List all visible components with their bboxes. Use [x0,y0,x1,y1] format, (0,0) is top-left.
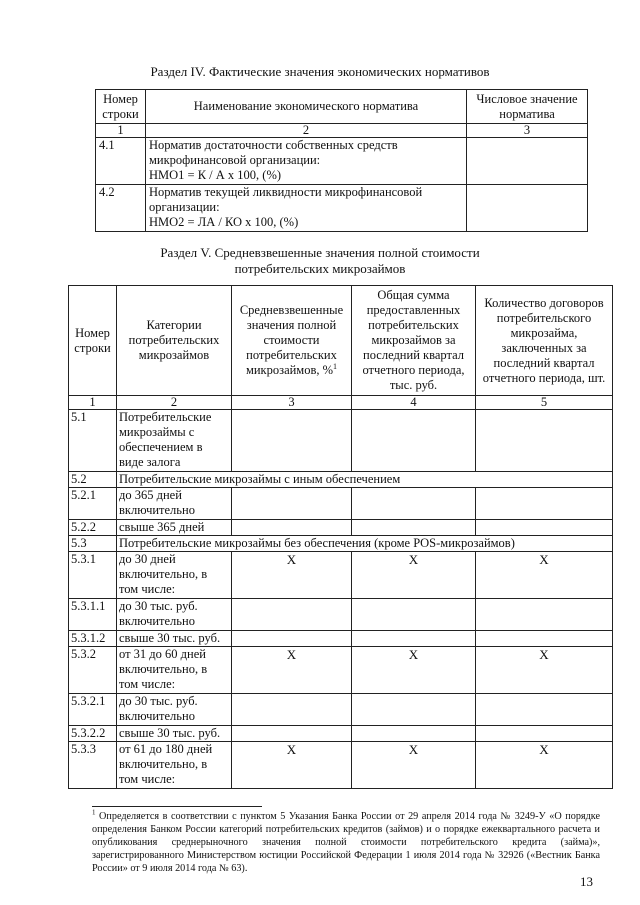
table-row [69,488,613,520]
category-label: до 30 тыс. руб. включительно [117,599,232,631]
table-row [69,410,613,472]
table-header-row [96,90,588,124]
col-number: 2 [146,124,467,138]
not-applicable-mark: X [476,647,613,694]
not-applicable-mark: X [476,552,613,599]
col-number: 2 [117,396,232,410]
table-row [69,599,613,631]
table-row [69,726,613,742]
row-number: 5.3.2 [69,647,117,694]
value-cell [352,631,476,647]
value-cell [476,599,613,631]
norm-value-cell [467,138,588,185]
value-cell [476,631,613,647]
section-5-title [0,245,640,277]
col-number: 1 [96,124,146,138]
value-cell [232,520,352,536]
footnote-separator [92,806,262,807]
not-applicable-mark: X [232,552,352,599]
group-label: Потребительские микрозаймы без обеспечения (кроме POS-микрозаймов) [117,536,613,552]
norm-name-line: микрофинансовой организации: [149,153,321,167]
value-cell [476,694,613,726]
norm-formula: НМО2 = ЛА / КО х 100, (%) [149,215,299,229]
value-cell [476,410,613,472]
table-row [69,552,613,599]
category-label: свыше 365 дней [117,520,232,536]
table-row [69,472,613,488]
col-number: 3 [232,396,352,410]
norm-name-line: Норматив достаточности собственных средств [149,138,398,152]
category-label: до 365 дней включительно [117,488,232,520]
value-cell [352,520,476,536]
norm-formula: НМО1 = К / А х 100, (%) [149,168,282,182]
value-cell [476,726,613,742]
norm-name-line: организации: [149,200,220,214]
row-number: 5.3.1 [69,552,117,599]
col-number: 3 [467,124,588,138]
row-number: 4.2 [96,185,146,232]
value-cell [352,694,476,726]
value-cell [232,694,352,726]
not-applicable-mark: X [476,742,613,789]
col-number: 5 [476,396,613,410]
value-cell [232,410,352,472]
table-row [69,536,613,552]
category-label: от 61 до 180 дней включительно, в том числе: [117,742,232,789]
section-5-title-line: потребительских микрозаймов [234,261,406,276]
footnote-marker: 1 [333,361,338,371]
footnote-marker: 1 [92,808,96,817]
not-applicable-mark: X [352,647,476,694]
row-number: 5.3.3 [69,742,117,789]
value-cell [232,631,352,647]
table-header-row [69,286,613,396]
row-number: 4.1 [96,138,146,185]
header-total-sum: Общая сумма предоставленных потребительских микрозаймов за последний квартал отчетного периода, тыс. руб. [352,286,476,396]
not-applicable-mark: X [232,742,352,789]
row-number: 5.2 [69,472,117,488]
norm-value-cell [467,185,588,232]
category-label: свыше 30 тыс. руб. [117,631,232,647]
header-contracts: Количество договоров потребительского микрозайма, заключенных за последний квартал отчетного периода, шт. [476,286,613,396]
footnote [92,810,600,875]
page-number: 13 [580,874,593,889]
footnote-text: Определяется в соответствии с пунктом 5 Указания Банка России от 29 апреля 2014 года № 3249-У «О порядке определения Банком России категорий потребительских кредитов (займов) и о порядке ежеквартального расчета и опубликования среднерыночного значения полной стоимости потребительского кредита (займа)», зарегистрированного Министерством юстиции Российской Федерации 1 июля 2014 года № 32926 («Вестник Банка России» от 9 июля 2014 года № 63). [92,811,600,874]
header-category: Категории потребительских микрозаймов [117,286,232,396]
table-row [69,647,613,694]
value-cell [476,520,613,536]
row-number: 5.3.2.1 [69,694,117,726]
norm-name-line: Норматив текущей ликвидности микрофинансовой [149,185,423,199]
not-applicable-mark: X [352,742,476,789]
value-cell [232,599,352,631]
norms-table [95,89,588,232]
value-cell [352,410,476,472]
header-avg-cost [232,286,352,396]
not-applicable-mark: X [232,647,352,694]
table-row [69,520,613,536]
row-number: 5.3.1.1 [69,599,117,631]
category-label: от 31 до 60 дней включительно, в том числе: [117,647,232,694]
row-number: 5.1 [69,410,117,472]
header-row-number: Номер строки [69,286,117,396]
value-cell [232,488,352,520]
category-label: Потребительские микрозаймы с обеспечением в виде залога [117,410,232,472]
header-avg-cost-text: Средневзвешенные значения полной стоимости потребительских микрозаймов, % [239,303,344,377]
table-row [96,185,588,232]
row-number: 5.3.1.2 [69,631,117,647]
section-4-title: Раздел IV. Фактические значения экономических нормативов [150,64,490,79]
header-row-number: Номер строки [96,90,146,124]
table-row [69,631,613,647]
value-cell [352,599,476,631]
table-row [69,742,613,789]
col-number: 1 [69,396,117,410]
value-cell [476,488,613,520]
column-numbers-row [69,396,613,410]
category-label: свыше 30 тыс. руб. [117,726,232,742]
column-numbers-row [96,124,588,138]
microloans-table [68,285,613,789]
header-norm-value: Числовое значение норматива [467,90,588,124]
col-number: 4 [352,396,476,410]
row-number: 5.3.2.2 [69,726,117,742]
not-applicable-mark: X [352,552,476,599]
header-norm-name: Наименование экономического норматива [146,90,467,124]
row-number: 5.3 [69,536,117,552]
row-number: 5.2.2 [69,520,117,536]
group-label: Потребительские микрозаймы с иным обеспечением [117,472,613,488]
section-5-title-line: Раздел V. Средневзвешенные значения полной стоимости [160,245,480,260]
category-label: до 30 тыс. руб. включительно [117,694,232,726]
row-number: 5.2.1 [69,488,117,520]
category-label: до 30 дней включительно, в том числе: [117,552,232,599]
norm-name [146,185,467,232]
value-cell [232,726,352,742]
value-cell [352,488,476,520]
table-row [96,138,588,185]
table-row [69,694,613,726]
value-cell [352,726,476,742]
norm-name [146,138,467,185]
